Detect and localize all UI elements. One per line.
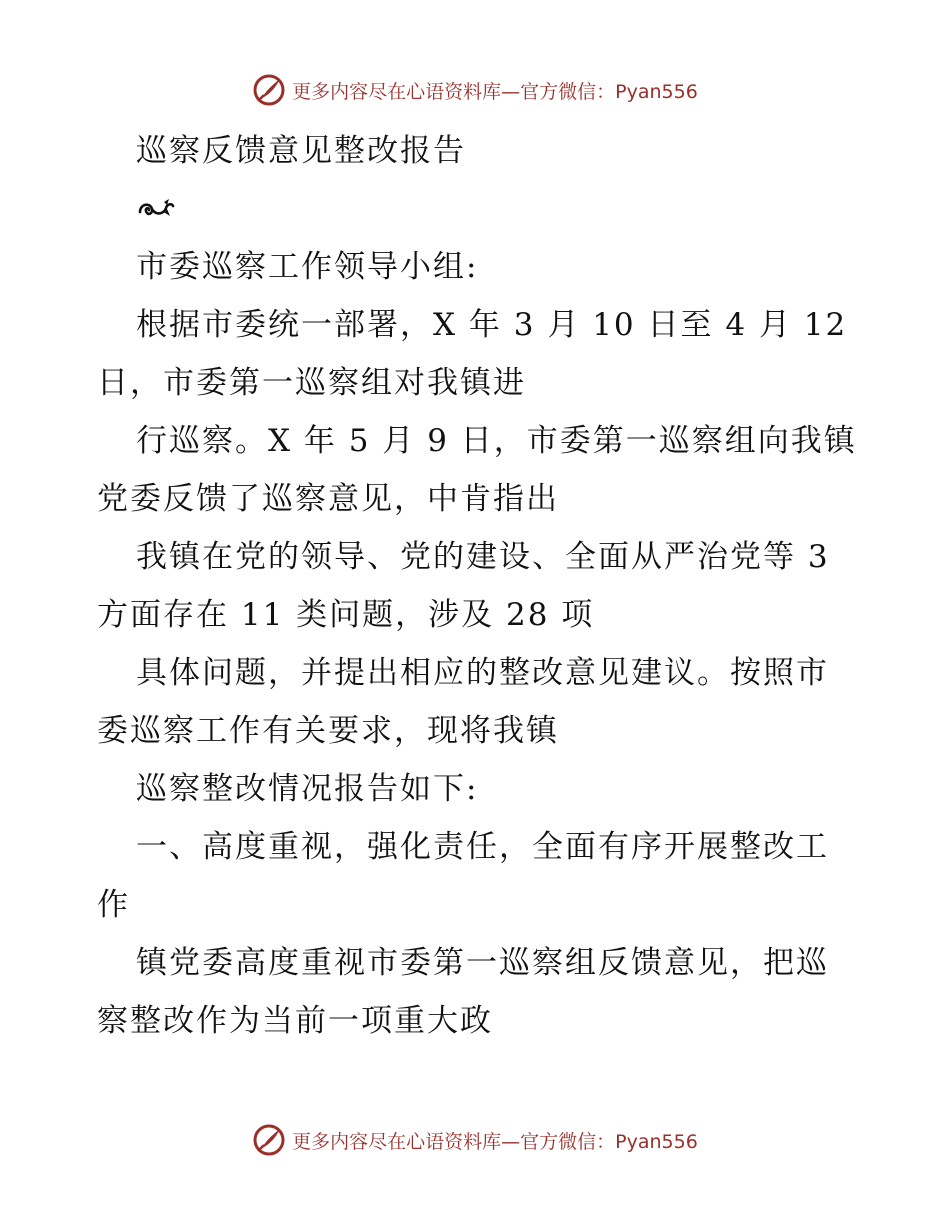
fleuron-icon — [136, 196, 176, 222]
document-line: 根据市委统一部署，X 年 3 月 10 日至 4 月 12 — [136, 307, 848, 343]
document-line: 方面存在 11 类问题，涉及 28 项 — [97, 597, 595, 633]
document-line: 巡察整改情况报告如下: — [136, 771, 479, 807]
header-banner — [0, 70, 950, 110]
document-line: 行巡察。X 年 5 月 9 日，市委第一巡察组向我镇 — [136, 423, 857, 459]
quill-logo-icon — [252, 1123, 286, 1157]
document-line: 察整改作为当前一项重大政 — [97, 1003, 493, 1039]
document-line: 一、高度重视，强化责任，全面有序开展整改工 — [136, 829, 829, 865]
quill-logo-icon — [252, 73, 286, 107]
document-line: 我镇在党的领导、党的建设、全面从严治党等 3 — [136, 539, 830, 575]
document-line: 作 — [97, 887, 130, 923]
document-line: 镇党委高度重视市委第一巡察组反馈意见，把巡 — [136, 945, 829, 981]
footer-banner — [0, 1120, 950, 1160]
document-line: 日，市委第一巡察组对我镇进 — [97, 365, 526, 401]
document-line: 党委反馈了巡察意见，中肯指出 — [97, 481, 559, 517]
document-body — [97, 122, 857, 1050]
footer-banner-text: 更多内容尽在心语资料库—官方微信：Pyan556 — [292, 1130, 698, 1153]
ornament — [97, 180, 857, 238]
document-line: 具体问题，并提出相应的整改意见建议。按照市 — [136, 655, 829, 691]
document-title: 巡察反馈意见整改报告 — [136, 133, 466, 169]
document-lines — [97, 238, 857, 1050]
document-line: 委巡察工作有关要求，现将我镇 — [97, 713, 559, 749]
document-line: 市委巡察工作领导小组: — [136, 249, 479, 285]
header-banner-text: 更多内容尽在心语资料库—官方微信：Pyan556 — [292, 80, 698, 103]
